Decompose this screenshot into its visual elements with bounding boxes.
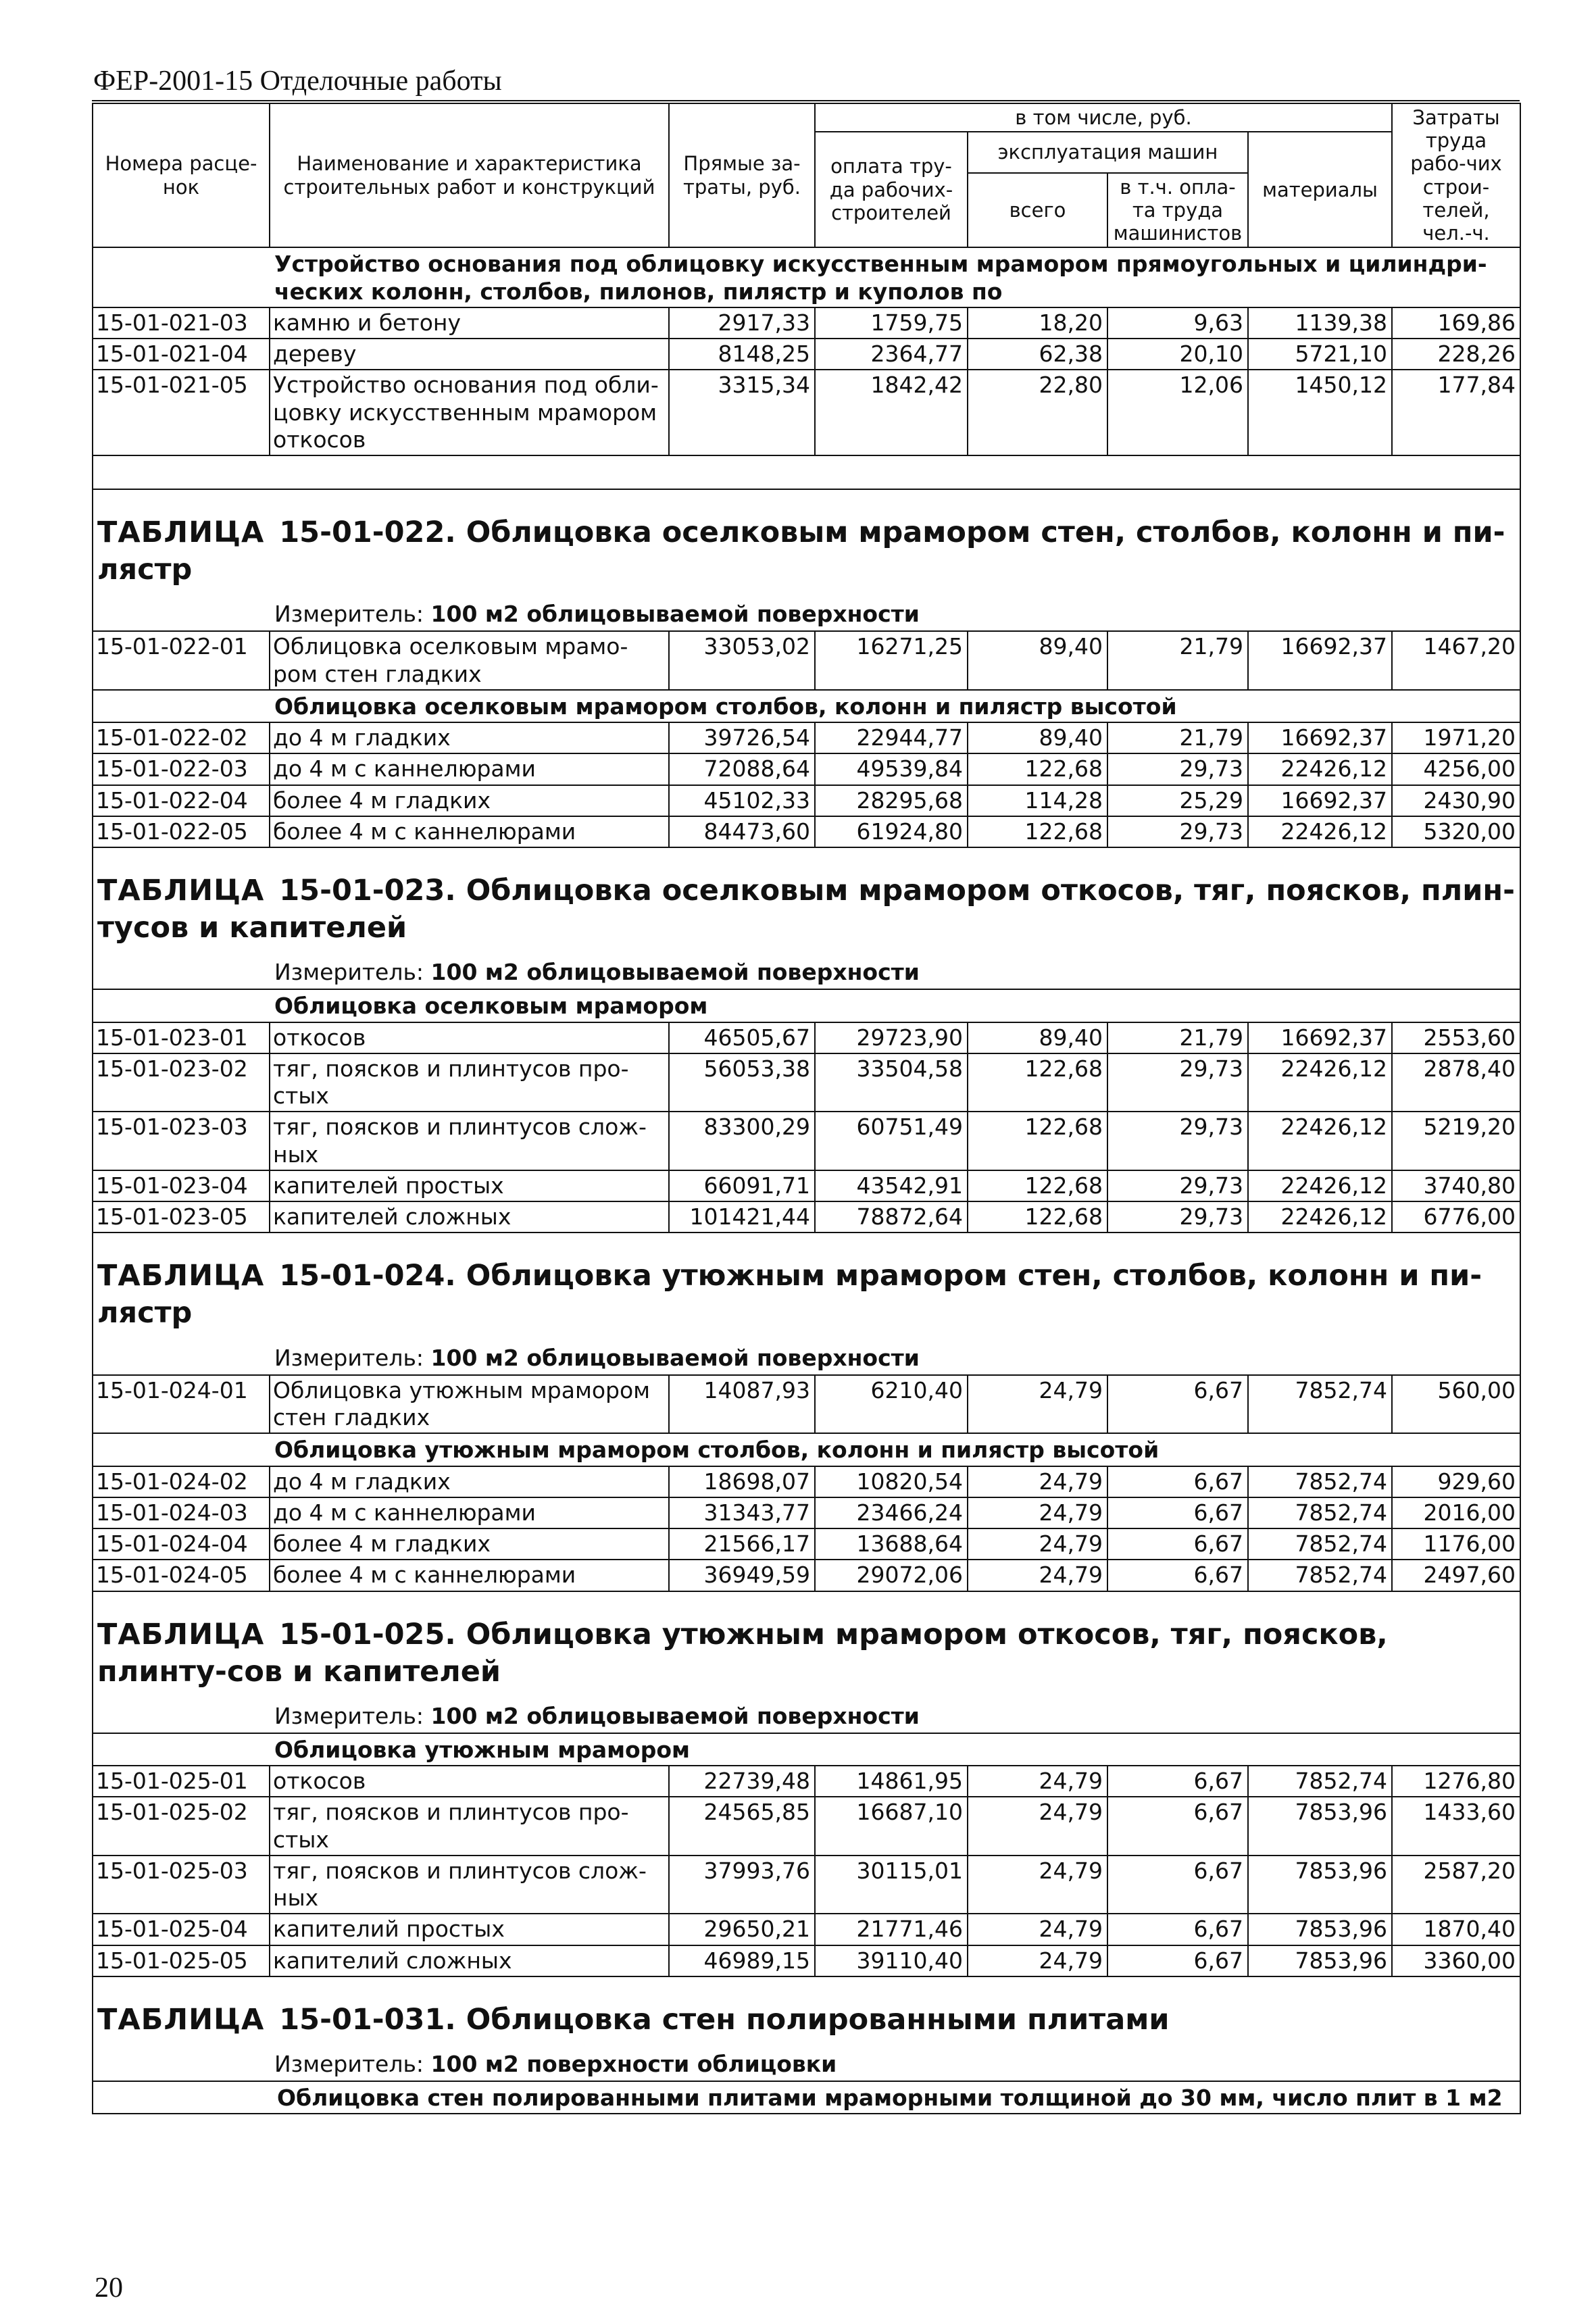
rate-code: 15-01-025-05 xyxy=(93,1945,270,1976)
work-name: дереву xyxy=(270,339,669,370)
table-label: ТАБЛИЦА xyxy=(97,1259,265,1293)
table-row xyxy=(93,722,1520,753)
col-machines-total-header: всего xyxy=(968,173,1107,248)
labor-cost: 33504,58 xyxy=(815,1053,968,1112)
section-15-01-024 xyxy=(93,1233,1520,1374)
man-hours: 2497,60 xyxy=(1392,1560,1520,1591)
table-title-text: Облицовка стен полированными плитами xyxy=(466,2002,1170,2037)
unit-line xyxy=(93,2041,1520,2081)
labor-cost: 21771,46 xyxy=(815,1914,968,1945)
rate-code: 15-01-021-05 xyxy=(93,370,270,455)
man-hours: 1467,20 xyxy=(1392,631,1520,690)
table-title-row xyxy=(93,1591,1520,1693)
work-name: камню и бетону xyxy=(270,307,669,339)
work-name: тяг, поясков и плинтусов слож-ных xyxy=(270,1856,669,1914)
table-title xyxy=(93,1233,1520,1335)
machine-cost: 24,79 xyxy=(968,1914,1107,1945)
man-hours: 1870,40 xyxy=(1392,1914,1520,1945)
materials-cost: 22426,12 xyxy=(1248,816,1392,847)
table-code: 15-01-023. xyxy=(279,874,456,908)
labor-cost: 39110,40 xyxy=(815,1945,968,1976)
col-code-header: Номера расце-нок xyxy=(93,103,270,247)
operator-cost: 12,06 xyxy=(1107,370,1248,455)
unit-row xyxy=(93,1335,1520,1375)
work-name: более 4 м с каннелюрами xyxy=(270,1560,669,1591)
materials-cost: 22426,12 xyxy=(1248,1053,1392,1112)
man-hours: 4256,00 xyxy=(1392,753,1520,785)
operator-cost: 6,67 xyxy=(1107,1914,1248,1945)
col-labor-header: оплата тру-да рабочих-строителей xyxy=(815,132,968,247)
labor-cost: 29723,90 xyxy=(815,1022,968,1053)
direct-cost: 66091,71 xyxy=(669,1170,815,1201)
machine-cost: 122,68 xyxy=(968,1112,1107,1170)
work-name: капителий сложных xyxy=(270,1945,669,1976)
labor-cost: 43542,91 xyxy=(815,1170,968,1201)
man-hours: 1433,60 xyxy=(1392,1797,1520,1856)
rate-code: 15-01-023-03 xyxy=(93,1112,270,1170)
work-name: откосов xyxy=(270,1022,669,1053)
table-row xyxy=(93,753,1520,785)
direct-cost: 45102,33 xyxy=(669,785,815,816)
labor-cost: 22944,77 xyxy=(815,722,968,753)
work-name: капителий простых xyxy=(270,1914,669,1945)
operator-cost: 25,29 xyxy=(1107,785,1248,816)
rate-code: 15-01-023-05 xyxy=(93,1201,270,1233)
operator-cost: 6,67 xyxy=(1107,1766,1248,1797)
unit-value: 100 м2 облицовываемой поверхности xyxy=(430,1702,920,1729)
direct-cost: 56053,38 xyxy=(669,1053,815,1112)
materials-cost: 22426,12 xyxy=(1248,753,1392,785)
unit-line xyxy=(93,591,1520,631)
direct-cost: 8148,25 xyxy=(669,339,815,370)
materials-cost: 7852,74 xyxy=(1248,1560,1392,1591)
table-row xyxy=(93,1560,1520,1591)
group-heading: Устройство основания под облицовку искусственным мрамором прямоугольных и цилиндри-ческих колонн, столбов, пилонов, пилястр и куполов по xyxy=(93,247,1520,307)
man-hours: 1971,20 xyxy=(1392,722,1520,753)
materials-cost: 16692,37 xyxy=(1248,785,1392,816)
rate-code: 15-01-024-02 xyxy=(93,1466,270,1497)
materials-cost: 7852,74 xyxy=(1248,1466,1392,1497)
table-title-text: Облицовка утюжным мрамором откосов, тяг, поясков, плинту-сов и капителей xyxy=(97,1617,1388,1689)
col-incl-header: в том числе, руб. xyxy=(815,103,1392,132)
table-row xyxy=(93,785,1520,816)
labor-cost: 16687,10 xyxy=(815,1797,968,1856)
operator-cost: 20,10 xyxy=(1107,339,1248,370)
machine-cost: 24,79 xyxy=(968,1797,1107,1856)
table-code: 15-01-031. xyxy=(279,2002,456,2037)
man-hours: 2878,40 xyxy=(1392,1053,1520,1112)
operator-cost: 29,73 xyxy=(1107,1112,1248,1170)
group-row xyxy=(93,1733,1520,1766)
col-name-header: Наименование и характеристика строительных работ и конструкций xyxy=(270,103,669,247)
machine-cost: 24,79 xyxy=(968,1528,1107,1560)
work-name: более 4 м гладких xyxy=(270,785,669,816)
table-row xyxy=(93,1766,1520,1797)
col-direct-header: Прямые за-траты, руб. xyxy=(669,103,815,247)
rows-022-b xyxy=(93,722,1520,847)
rows-021 xyxy=(93,307,1520,455)
section-15-01-025 xyxy=(93,1591,1520,1766)
group-row xyxy=(93,1433,1520,1466)
labor-cost: 6210,40 xyxy=(815,1375,968,1434)
direct-cost: 37993,76 xyxy=(669,1856,815,1914)
operator-cost: 29,73 xyxy=(1107,1053,1248,1112)
rate-code: 15-01-021-03 xyxy=(93,307,270,339)
man-hours: 6776,00 xyxy=(1392,1201,1520,1233)
materials-cost: 22426,12 xyxy=(1248,1201,1392,1233)
man-hours: 560,00 xyxy=(1392,1375,1520,1434)
work-name: до 4 м гладких xyxy=(270,722,669,753)
col-materials-header: материалы xyxy=(1248,132,1392,247)
work-name: тяг, поясков и плинтусов про-стых xyxy=(270,1053,669,1112)
machine-cost: 122,68 xyxy=(968,753,1107,785)
group-row xyxy=(93,989,1520,1022)
table-title-row xyxy=(93,489,1520,591)
materials-cost: 16692,37 xyxy=(1248,1022,1392,1053)
operator-cost: 29,73 xyxy=(1107,1201,1248,1233)
labor-cost: 78872,64 xyxy=(815,1201,968,1233)
rows-023 xyxy=(93,1022,1520,1233)
table-code: 15-01-022. xyxy=(279,516,456,550)
table-title-row xyxy=(93,847,1520,949)
man-hours: 228,26 xyxy=(1392,339,1520,370)
table-row xyxy=(93,1856,1520,1914)
labor-cost: 14861,95 xyxy=(815,1766,968,1797)
work-name: до 4 м с каннелюрами xyxy=(270,753,669,785)
machine-cost: 62,38 xyxy=(968,339,1107,370)
group-heading: Облицовка оселковым мрамором столбов, колонн и пилястр высотой xyxy=(93,690,1520,722)
section-15-01-031 xyxy=(93,1976,1520,2114)
machine-cost: 18,20 xyxy=(968,307,1107,339)
machine-cost: 114,28 xyxy=(968,785,1107,816)
operator-cost: 21,79 xyxy=(1107,1022,1248,1053)
machine-cost: 122,68 xyxy=(968,816,1107,847)
man-hours: 5219,20 xyxy=(1392,1112,1520,1170)
machine-cost: 22,80 xyxy=(968,370,1107,455)
machine-cost: 24,79 xyxy=(968,1466,1107,1497)
table-row xyxy=(93,1170,1520,1201)
price-table xyxy=(92,103,1521,2114)
direct-cost: 83300,29 xyxy=(669,1112,815,1170)
rows-024-a xyxy=(93,1375,1520,1434)
operator-cost: 6,67 xyxy=(1107,1528,1248,1560)
unit-value: 100 м2 облицовываемой поверхности xyxy=(430,601,920,628)
table-code: 15-01-025. xyxy=(279,1617,456,1651)
labor-cost: 2364,77 xyxy=(815,339,968,370)
machine-cost: 122,68 xyxy=(968,1170,1107,1201)
unit-value: 100 м2 облицовываемой поверхности xyxy=(430,1344,920,1371)
man-hours: 169,86 xyxy=(1392,307,1520,339)
man-hours: 5320,00 xyxy=(1392,816,1520,847)
unit-value: 100 м2 поверхности облицовки xyxy=(430,2050,837,2077)
rate-code: 15-01-025-04 xyxy=(93,1914,270,1945)
labor-cost: 61924,80 xyxy=(815,816,968,847)
direct-cost: 14087,93 xyxy=(669,1375,815,1434)
materials-cost: 7852,74 xyxy=(1248,1766,1392,1797)
man-hours: 2587,20 xyxy=(1392,1856,1520,1914)
operator-cost: 9,63 xyxy=(1107,307,1248,339)
materials-cost: 7852,74 xyxy=(1248,1497,1392,1528)
rate-code: 15-01-024-04 xyxy=(93,1528,270,1560)
operator-cost: 6,67 xyxy=(1107,1945,1248,1976)
labor-cost: 28295,68 xyxy=(815,785,968,816)
table-row xyxy=(93,1053,1520,1112)
direct-cost: 36949,59 xyxy=(669,1560,815,1591)
man-hours: 1276,80 xyxy=(1392,1766,1520,1797)
materials-cost: 7853,96 xyxy=(1248,1797,1392,1856)
rate-code: 15-01-025-02 xyxy=(93,1797,270,1856)
materials-cost: 1139,38 xyxy=(1248,307,1392,339)
section-15-01-023 xyxy=(93,847,1520,1022)
table-row xyxy=(93,339,1520,370)
materials-cost: 16692,37 xyxy=(1248,631,1392,690)
spacer-row xyxy=(93,455,1520,489)
unit-line xyxy=(93,1693,1520,1733)
table-code: 15-01-024. xyxy=(279,1259,456,1293)
unit-row xyxy=(93,2041,1520,2081)
materials-cost: 7852,74 xyxy=(1248,1375,1392,1434)
direct-cost: 33053,02 xyxy=(669,631,815,690)
direct-cost: 21566,17 xyxy=(669,1528,815,1560)
group-row xyxy=(93,2081,1520,2114)
table-title xyxy=(93,489,1520,591)
work-name: более 4 м гладких xyxy=(270,1528,669,1560)
rate-code: 15-01-024-01 xyxy=(93,1375,270,1434)
machine-cost: 24,79 xyxy=(968,1856,1107,1914)
rate-code: 15-01-025-01 xyxy=(93,1766,270,1797)
work-name: Устройство основания под обли-цовку искусственным мрамором откосов xyxy=(270,370,669,455)
table-title-row xyxy=(93,1976,1520,2041)
materials-cost: 7853,96 xyxy=(1248,1914,1392,1945)
man-hours: 177,84 xyxy=(1392,370,1520,455)
work-name: Облицовка оселковым мрамо-ром стен гладких xyxy=(270,631,669,690)
rate-code: 15-01-024-05 xyxy=(93,1560,270,1591)
direct-cost: 22739,48 xyxy=(669,1766,815,1797)
work-name: тяг, поясков и плинтусов про-стых xyxy=(270,1797,669,1856)
labor-cost: 10820,54 xyxy=(815,1466,968,1497)
rate-code: 15-01-022-02 xyxy=(93,722,270,753)
table-title xyxy=(93,847,1520,949)
materials-cost: 22426,12 xyxy=(1248,1170,1392,1201)
machine-cost: 24,79 xyxy=(968,1945,1107,1976)
table-label: ТАБЛИЦА xyxy=(97,874,265,908)
direct-cost: 31343,77 xyxy=(669,1497,815,1528)
unit-label: Измеритель: xyxy=(274,959,424,986)
section-15-01-022 xyxy=(93,489,1520,631)
rate-code: 15-01-021-04 xyxy=(93,339,270,370)
rate-code: 15-01-023-01 xyxy=(93,1022,270,1053)
group-row xyxy=(93,247,1520,307)
machine-cost: 24,79 xyxy=(968,1766,1107,1797)
work-name: до 4 м гладких xyxy=(270,1466,669,1497)
labor-cost: 30115,01 xyxy=(815,1856,968,1914)
group-heading: Облицовка оселковым мрамором xyxy=(93,989,1520,1022)
table-title xyxy=(93,1976,1520,2041)
table-row xyxy=(93,1914,1520,1945)
table-row xyxy=(93,1945,1520,1976)
unit-row xyxy=(93,1693,1520,1733)
rate-code: 15-01-025-03 xyxy=(93,1856,270,1914)
table-row xyxy=(93,1022,1520,1053)
materials-cost: 7853,96 xyxy=(1248,1945,1392,1976)
table-title-row xyxy=(93,1233,1520,1335)
operator-cost: 6,67 xyxy=(1107,1797,1248,1856)
direct-cost: 46505,67 xyxy=(669,1022,815,1053)
direct-cost: 3315,34 xyxy=(669,370,815,455)
work-name: откосов xyxy=(270,1766,669,1797)
machine-cost: 89,40 xyxy=(968,722,1107,753)
table-row xyxy=(93,1797,1520,1856)
work-name: капителей простых xyxy=(270,1170,669,1201)
table-label: ТАБЛИЦА xyxy=(97,1617,265,1651)
table-row xyxy=(93,1497,1520,1528)
group-heading: Облицовка стен полированными плитами мраморными толщиной до 30 мм, число плит в 1 м2 xyxy=(93,2081,1520,2114)
machine-cost: 122,68 xyxy=(968,1053,1107,1112)
table-label: ТАБЛИЦА xyxy=(97,2002,265,2037)
rate-code: 15-01-022-05 xyxy=(93,816,270,847)
man-hours: 2430,90 xyxy=(1392,785,1520,816)
table-row xyxy=(93,307,1520,339)
direct-cost: 39726,54 xyxy=(669,722,815,753)
operator-cost: 6,67 xyxy=(1107,1497,1248,1528)
labor-cost: 60751,49 xyxy=(815,1112,968,1170)
header-rule xyxy=(92,100,1520,101)
unit-label: Измеритель: xyxy=(274,1344,424,1371)
unit-row xyxy=(93,949,1520,989)
table-row xyxy=(93,1201,1520,1233)
rate-code: 15-01-023-02 xyxy=(93,1053,270,1112)
work-name: тяг, поясков и плинтусов слож-ных xyxy=(270,1112,669,1170)
operator-cost: 21,79 xyxy=(1107,722,1248,753)
man-hours: 3360,00 xyxy=(1392,1945,1520,1976)
labor-cost: 16271,25 xyxy=(815,631,968,690)
table-title xyxy=(93,1591,1520,1693)
rate-code: 15-01-022-01 xyxy=(93,631,270,690)
direct-cost: 18698,07 xyxy=(669,1466,815,1497)
unit-line xyxy=(93,1335,1520,1375)
work-name: капителей сложных xyxy=(270,1201,669,1233)
table-row xyxy=(93,816,1520,847)
man-hours: 2016,00 xyxy=(1392,1497,1520,1528)
rate-code: 15-01-024-03 xyxy=(93,1497,270,1528)
direct-cost: 29650,21 xyxy=(669,1914,815,1945)
materials-cost: 22426,12 xyxy=(1248,1112,1392,1170)
direct-cost: 101421,44 xyxy=(669,1201,815,1233)
machine-cost: 122,68 xyxy=(968,1201,1107,1233)
table-row xyxy=(93,1528,1520,1560)
direct-cost: 24565,85 xyxy=(669,1797,815,1856)
labor-cost: 1759,75 xyxy=(815,307,968,339)
unit-row xyxy=(93,591,1520,631)
table-header xyxy=(93,103,1520,247)
operator-cost: 6,67 xyxy=(1107,1856,1248,1914)
machine-cost: 89,40 xyxy=(968,631,1107,690)
group-row xyxy=(93,690,1520,722)
table-title-text: Облицовка утюжным мрамором стен, столбов, колонн и пи-лястр xyxy=(97,1259,1482,1330)
page-number: 20 xyxy=(95,2272,123,2304)
man-hours: 3740,80 xyxy=(1392,1170,1520,1201)
materials-cost: 5721,10 xyxy=(1248,339,1392,370)
work-name: до 4 м с каннелюрами xyxy=(270,1497,669,1528)
operator-cost: 29,73 xyxy=(1107,753,1248,785)
rate-code: 15-01-022-03 xyxy=(93,753,270,785)
table-row xyxy=(93,1112,1520,1170)
labor-cost: 29072,06 xyxy=(815,1560,968,1591)
unit-label: Измеритель: xyxy=(274,1702,424,1729)
rate-code: 15-01-022-04 xyxy=(93,785,270,816)
unit-label: Измеритель: xyxy=(274,2050,424,2077)
table-row xyxy=(93,631,1520,690)
operator-cost: 21,79 xyxy=(1107,631,1248,690)
table-title-text: Облицовка оселковым мрамором откосов, тяг, поясков, плин-тусов и капителей xyxy=(97,874,1515,945)
materials-cost: 16692,37 xyxy=(1248,722,1392,753)
unit-value: 100 м2 облицовываемой поверхности xyxy=(430,959,920,986)
machine-cost: 24,79 xyxy=(968,1497,1107,1528)
materials-cost: 1450,12 xyxy=(1248,370,1392,455)
unit-line xyxy=(93,949,1520,989)
table-row xyxy=(93,1466,1520,1497)
table-label: ТАБЛИЦА xyxy=(97,516,265,550)
man-hours: 2553,60 xyxy=(1392,1022,1520,1053)
machine-cost: 24,79 xyxy=(968,1560,1107,1591)
machine-cost: 89,40 xyxy=(968,1022,1107,1053)
rows-025 xyxy=(93,1766,1520,1976)
machine-cost: 24,79 xyxy=(968,1375,1107,1434)
table-title-text: Облицовка оселковым мрамором стен, столбов, колонн и пи-лястр xyxy=(97,516,1505,587)
unit-label: Измеритель: xyxy=(274,601,424,628)
materials-cost: 7853,96 xyxy=(1248,1856,1392,1914)
col-machines-operators-header: в т.ч. опла-та труда машинистов xyxy=(1107,173,1248,248)
direct-cost: 84473,60 xyxy=(669,816,815,847)
labor-cost: 13688,64 xyxy=(815,1528,968,1560)
operator-cost: 6,67 xyxy=(1107,1466,1248,1497)
col-machines-header: эксплуатация машин xyxy=(968,132,1248,172)
operator-cost: 29,73 xyxy=(1107,1170,1248,1201)
rate-code: 15-01-023-04 xyxy=(93,1170,270,1201)
running-head: ФЕР-2001-15 Отделочные работы xyxy=(93,66,502,97)
direct-cost: 2917,33 xyxy=(669,307,815,339)
table-row xyxy=(93,370,1520,455)
col-man-hours-header: Затраты труда рабо-чих строи-телей, чел.-ч. xyxy=(1392,103,1520,247)
operator-cost: 29,73 xyxy=(1107,816,1248,847)
group-heading: Облицовка утюжным мрамором xyxy=(93,1733,1520,1766)
operator-cost: 6,67 xyxy=(1107,1375,1248,1434)
man-hours: 929,60 xyxy=(1392,1466,1520,1497)
man-hours: 1176,00 xyxy=(1392,1528,1520,1560)
table-row xyxy=(93,1375,1520,1434)
rows-022-a xyxy=(93,631,1520,690)
labor-cost: 23466,24 xyxy=(815,1497,968,1528)
labor-cost: 49539,84 xyxy=(815,753,968,785)
materials-cost: 7852,74 xyxy=(1248,1528,1392,1560)
labor-cost: 1842,42 xyxy=(815,370,968,455)
direct-cost: 72088,64 xyxy=(669,753,815,785)
rows-024-b xyxy=(93,1466,1520,1591)
work-name: более 4 м с каннелюрами xyxy=(270,816,669,847)
direct-cost: 46989,15 xyxy=(669,1945,815,1976)
operator-cost: 6,67 xyxy=(1107,1560,1248,1591)
group-heading: Облицовка утюжным мрамором столбов, колонн и пилястр высотой xyxy=(93,1433,1520,1466)
work-name: Облицовка утюжным мрамором стен гладких xyxy=(270,1375,669,1434)
